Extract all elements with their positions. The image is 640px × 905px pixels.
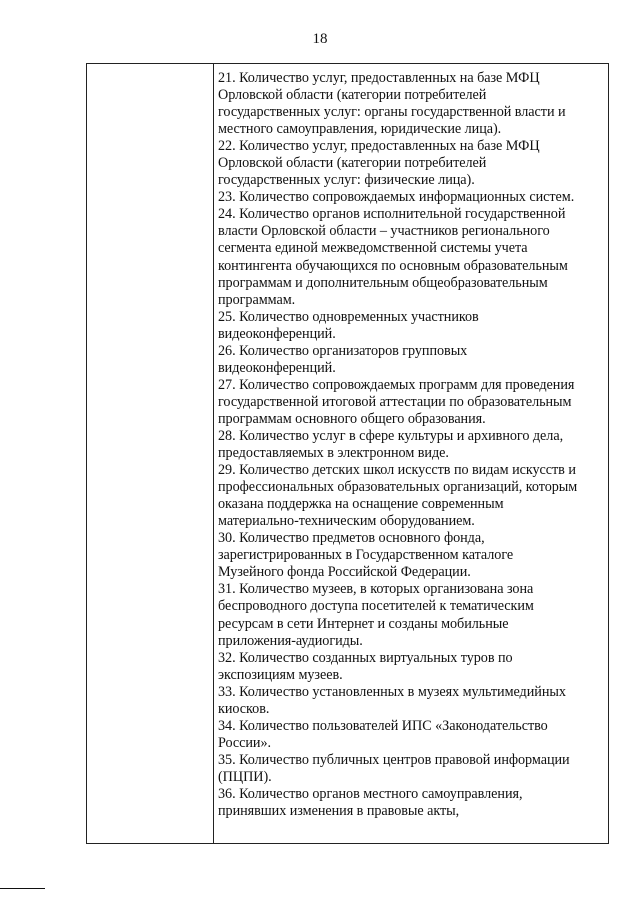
text-line: контингента обучающихся по основным образовательным (218, 257, 568, 274)
text-line: программам и дополнительным общеобразовательным (218, 274, 548, 291)
text-line: ресурсам в сети Интернет и созданы мобильные (218, 615, 509, 632)
text-line: 24. Количество органов исполнительной государственной (218, 206, 566, 223)
text-line: приложения-аудиогиды. (218, 632, 363, 649)
text-line: местного самоуправления, юридические лица). (218, 121, 502, 138)
text-line: видеоконференций. (218, 325, 336, 342)
page-number: 18 (312, 31, 328, 47)
text-line: 21. Количество услуг, предоставленных на базе МФЦ (218, 70, 540, 86)
text-line: 36. Количество органов местного самоуправления, (218, 785, 523, 802)
text-line: 27. Количество сопровождаемых программ для проведения (218, 376, 575, 393)
text-line: программам. (218, 291, 296, 308)
text-line: России». (218, 734, 272, 751)
footer-rule (0, 888, 45, 889)
text-line: беспроводного доступа посетителей к тематическим (218, 598, 534, 615)
text-line: 29. Количество детских школ искусств по видам искусств и (218, 462, 576, 479)
text-line: программам основного общего образования. (218, 410, 486, 427)
text-line: сегмента единой межведомственной системы учета (218, 240, 528, 257)
text-line: Орловской области (категории потребителей (218, 87, 487, 104)
text-line: профессиональных образовательных организаций, которым (218, 479, 578, 496)
table-left-cell (87, 64, 214, 843)
text-line: 26. Количество организаторов групповых (218, 342, 468, 359)
text-line: киосков. (218, 700, 270, 717)
text-line: видеоконференций. (218, 359, 336, 376)
text-line: Музейного фонда Российской Федерации. (218, 564, 471, 581)
text-line: 35. Количество публичных центров правовой информации (218, 751, 570, 768)
text-line: 31. Количество музеев, в которых организована зона (218, 581, 534, 598)
text-line: власти Орловской области – участников регионального (218, 223, 550, 240)
text-line: государственной итоговой аттестации по образовательным (218, 393, 572, 410)
text-line: государственных услуг: органы государственной власти и (218, 104, 566, 121)
text-line: 34. Количество пользователей ИПС «Законодательство (218, 717, 548, 734)
text-line: 25. Количество одновременных участников (218, 308, 479, 325)
indicators-table (86, 63, 609, 844)
text-line: экспозициям музеев. (218, 666, 343, 683)
table-right-cell (218, 70, 608, 820)
text-line: государственных услуг: физические лица). (218, 172, 475, 189)
text-line: зарегистрированных в Государственном каталоге (218, 547, 514, 564)
text-line: материально-техническим оборудованием. (218, 513, 475, 530)
text-line: 30. Количество предметов основного фонда, (218, 530, 485, 547)
text-line: 33. Количество установленных в музеях мультимедийных (218, 683, 566, 700)
text-line: (ПЦПИ). (218, 768, 272, 785)
text-line: 32. Количество созданных виртуальных туров по (218, 649, 513, 666)
text-line: Орловской области (категории потребителей (218, 155, 487, 172)
text-line: предоставляемых в электронном виде. (218, 445, 449, 462)
text-line: принявших изменения в правовые акты, (218, 803, 460, 820)
text-line: 22. Количество услуг, предоставленных на базе МФЦ (218, 138, 540, 155)
text-line: 28. Количество услуг в сфере культуры и архивного дела, (218, 427, 564, 444)
text-line: оказана поддержка на оснащение современным (218, 496, 504, 513)
text-line: 23. Количество сопровождаемых информационных систем. (218, 189, 575, 206)
